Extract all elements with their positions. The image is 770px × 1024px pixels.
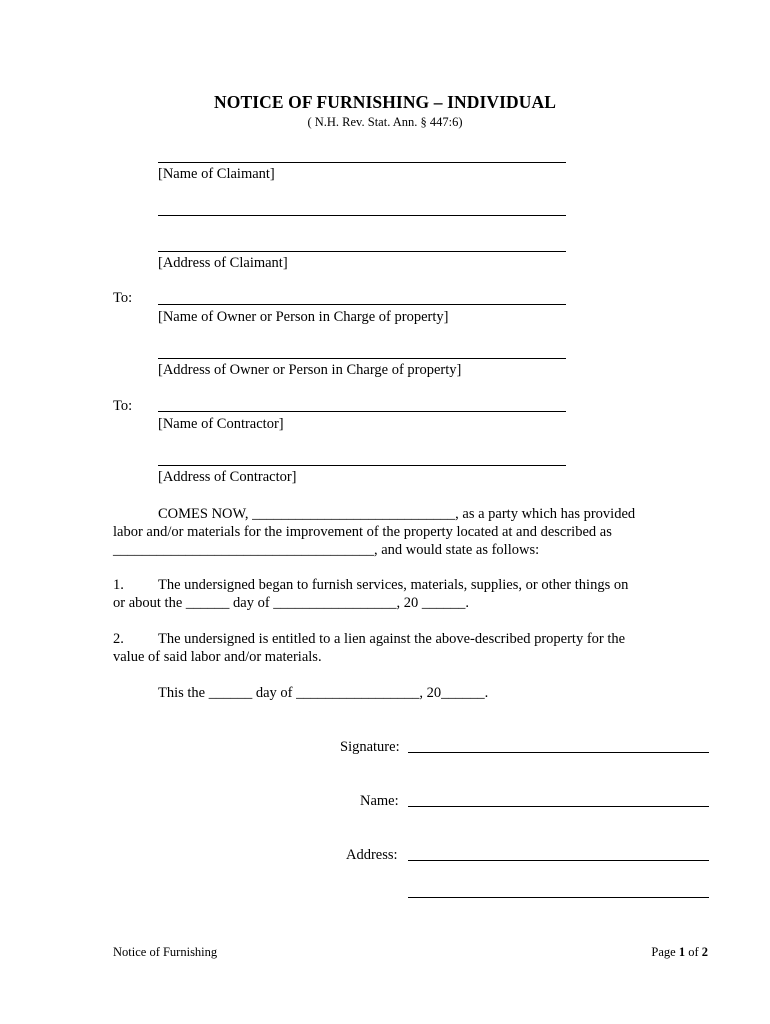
page-total: 2 xyxy=(701,945,708,959)
comes-now-continuation: , as a party which has provided xyxy=(455,506,636,522)
page-prefix: Page xyxy=(651,945,679,959)
owner-to-label: To: xyxy=(113,290,133,306)
owner-name-label: [Name of Owner or Person in Charge of property] xyxy=(158,309,449,325)
owner-address-label: [Address of Owner or Person in Charge of property] xyxy=(158,362,462,378)
claimant-name-label: [Name of Claimant] xyxy=(158,166,275,182)
contractor-address-label: [Address of Contractor] xyxy=(158,469,297,485)
dated-line[interactable]: This the ______ day of _________________, 20______. xyxy=(158,685,489,701)
statute-citation: ( N.H. Rev. Stat. Ann. § 447:6) xyxy=(307,115,463,129)
claimant-address-label: [Address of Claimant] xyxy=(158,255,288,271)
claimant-address-line-2[interactable] xyxy=(158,251,566,252)
item-2-number: 2. xyxy=(113,631,124,647)
name-line[interactable] xyxy=(408,806,709,807)
contractor-name-label: [Name of Contractor] xyxy=(158,416,284,432)
body-line-2: labor and/or materials for the improvement of the property located at and described as xyxy=(113,524,612,540)
claimant-address-line-1[interactable] xyxy=(158,215,566,216)
claimant-name-line[interactable] xyxy=(158,162,566,163)
owner-name-line[interactable] xyxy=(158,304,566,305)
item-1-line-2[interactable]: or about the ______ day of _________________, 20 ______. xyxy=(113,595,470,611)
body-line-3-text: , and would state as follows: xyxy=(374,542,540,558)
page-current: 1 xyxy=(678,945,686,959)
owner-address-line[interactable] xyxy=(158,358,566,359)
signature-label: Signature: xyxy=(340,739,400,755)
item-1-number: 1. xyxy=(113,577,124,593)
comes-now-line xyxy=(158,505,635,523)
address-label: Address: xyxy=(346,847,398,863)
name-label: Name: xyxy=(360,793,399,809)
document-title: NOTICE OF FURNISHING – INDIVIDUAL xyxy=(214,92,556,112)
item-1-line-1: The undersigned began to furnish services, materials, supplies, or other things on xyxy=(158,577,629,593)
comes-now-party-blank[interactable]: ____________________________ xyxy=(252,506,456,522)
contractor-to-label: To: xyxy=(113,398,133,414)
comes-now-text: COMES NOW, xyxy=(158,506,253,522)
page-of: of xyxy=(685,945,702,959)
item-2-line-2: value of said labor and/or materials. xyxy=(113,649,322,665)
address-line-1[interactable] xyxy=(408,860,709,861)
item-2-line-1: The undersigned is entitled to a lien against the above-described property for the xyxy=(158,631,626,647)
contractor-name-line[interactable] xyxy=(158,411,566,412)
signature-line[interactable] xyxy=(408,752,709,753)
footer-document-name: Notice of Furnishing xyxy=(113,945,218,959)
property-description-blank[interactable]: ____________________________________ xyxy=(113,542,374,558)
body-line-3 xyxy=(113,541,539,559)
address-line-2[interactable] xyxy=(408,897,709,898)
contractor-address-line[interactable] xyxy=(158,465,566,466)
page-indicator xyxy=(651,945,708,960)
